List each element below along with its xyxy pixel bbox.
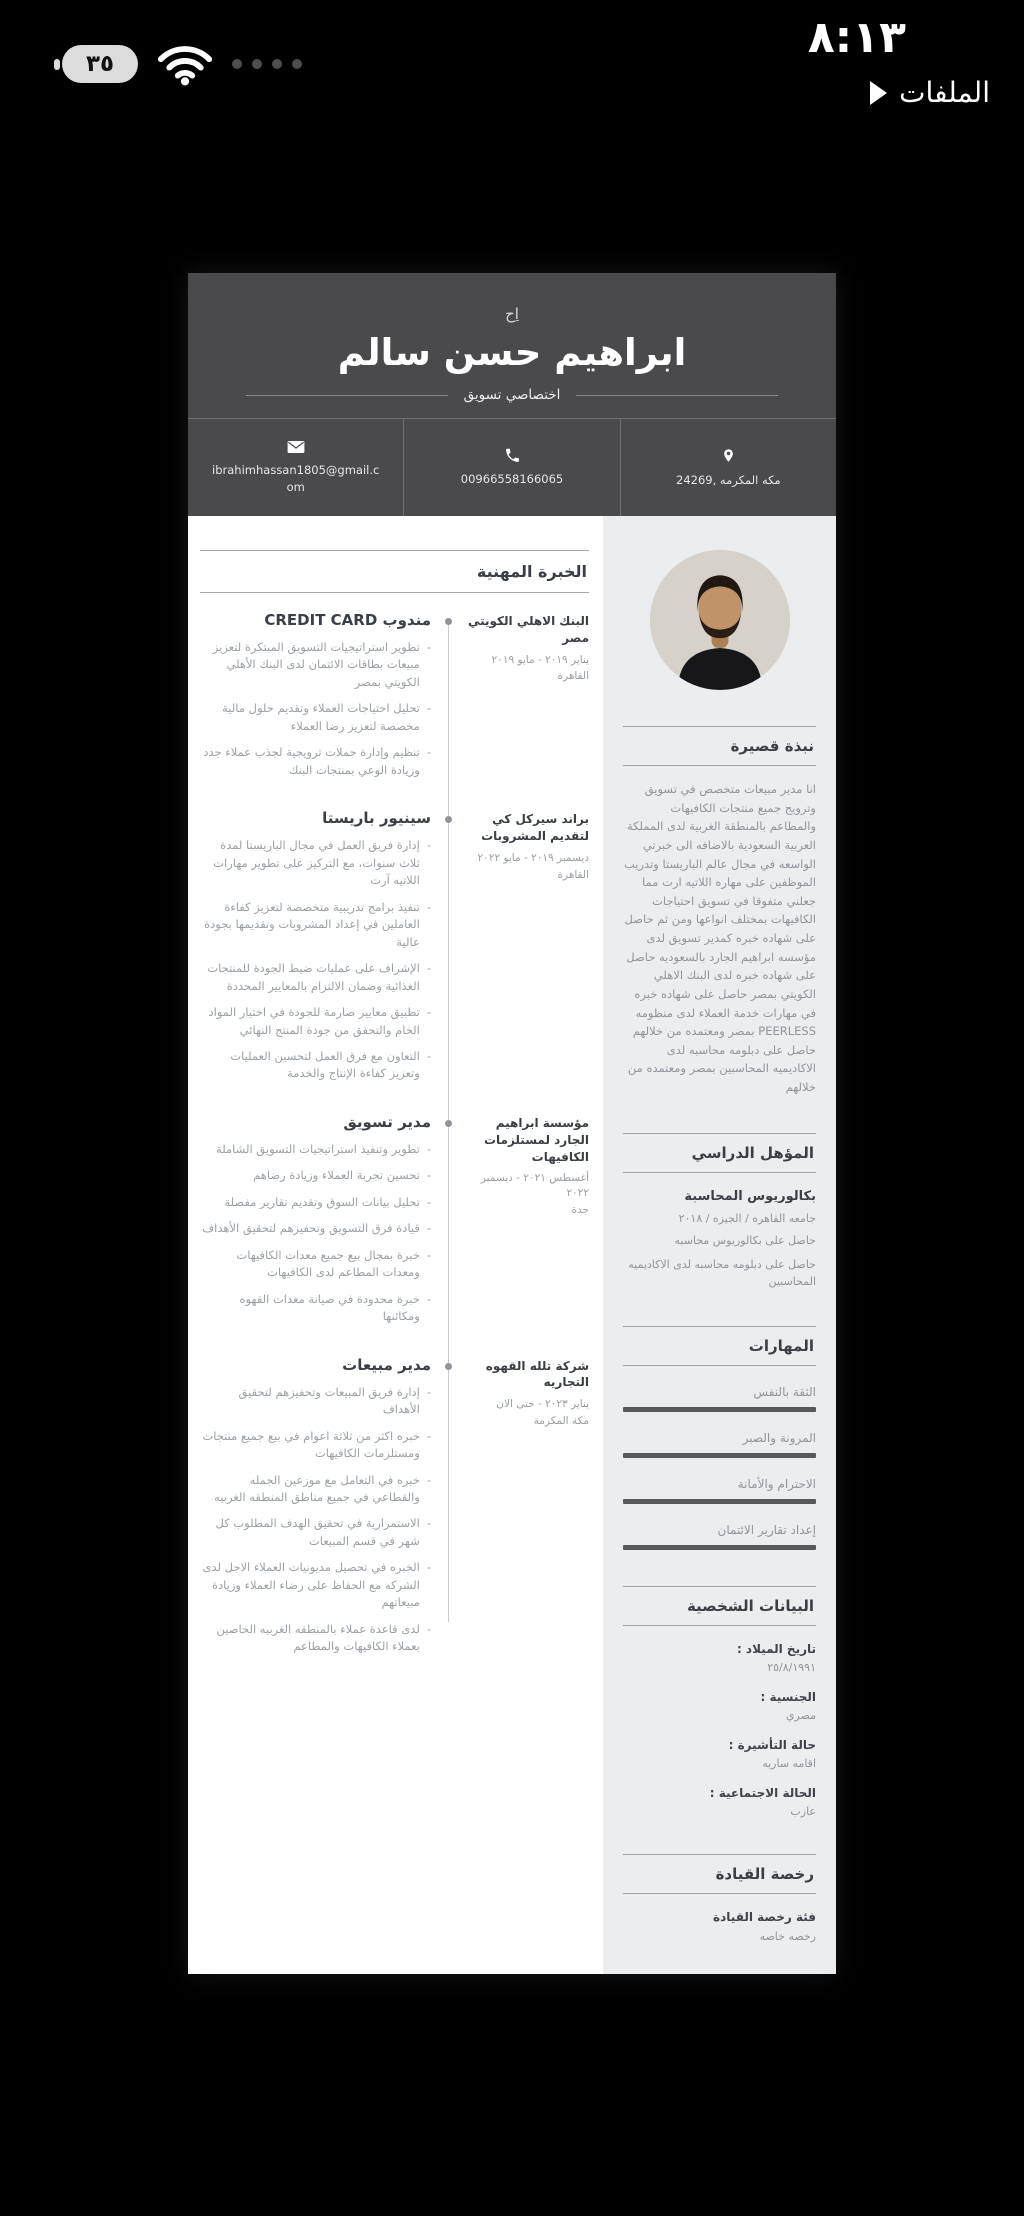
job-dates: أغسطس ٢٠٢١ - ديسمبر ٢٠٢٢ — [480, 1172, 589, 1199]
job-bullet: - تطوير وتنفيذ استراتيجيات التسويق الشاملة — [200, 1141, 431, 1158]
personal-label: الجنسية : — [760, 1690, 816, 1705]
location-pin-icon — [721, 446, 736, 465]
experience-entry — [200, 611, 589, 779]
skill-bar — [623, 1453, 816, 1458]
profile-photo — [650, 550, 790, 690]
personal-value: عازب — [790, 1805, 816, 1819]
job-bullet: - إدارة فريق العمل في مجال الباريستا لمدة ثلاث سنوات، مع التركيز على تطوير مهارات اللاتيه آرت — [200, 837, 431, 889]
job-title: مدير مبيعات — [342, 1355, 431, 1374]
avatar-illustration — [650, 550, 790, 690]
job-title-row — [246, 387, 778, 403]
experience-heading: الخبرة المهنية — [200, 550, 589, 593]
job-company: البنك الاهلي الكويتي مصر — [467, 614, 589, 645]
education-section — [623, 1133, 816, 1291]
skill-item — [623, 1523, 816, 1550]
email-text: ibrahimhassan1805@gmail.com — [212, 463, 380, 494]
job-bullet: - تنظيم وإدارة حملات ترويجية لجذب عملاء جدد وزيادة الوعي بمنتجات البنك — [200, 744, 431, 779]
candidate-name: ابراهيم حسن سالم — [337, 331, 687, 374]
job-bullet: - الاستمرارية في تحقيق الهدف المطلوب كل شهر في قسم المبيعات — [200, 1515, 431, 1550]
resume-document[interactable] — [188, 273, 836, 1974]
skill-bar — [623, 1499, 816, 1504]
files-app-label: الملفات — [899, 76, 990, 109]
job-dates: ديسمبر ٢٠١٩ - مايو ٢٠٢٢ — [477, 851, 589, 864]
skill-item — [623, 1385, 816, 1412]
job-meta — [461, 1358, 589, 1427]
skill-bar — [623, 1407, 816, 1412]
wifi-icon — [156, 42, 214, 86]
cellular-signal-dots — [232, 59, 302, 69]
personal-value: اقامه ساريه — [762, 1757, 816, 1771]
personal-value: مصري — [785, 1709, 816, 1723]
about-section — [623, 726, 816, 1097]
location-text: مكه المكرمه ,24269 — [676, 473, 781, 488]
job-bullet: - تحليل بيانات السوق وتقديم تقارير مفصلة — [200, 1194, 431, 1211]
skill-label: الاحترام والأمانة — [737, 1477, 816, 1492]
job-bullets — [200, 1141, 431, 1326]
job-bullet: - تحسين تجربة العملاء وزيادة رضاهم — [200, 1167, 431, 1184]
personal-label: حالة التأشيرة : — [728, 1738, 816, 1753]
job-dates: يناير ٢٠١٩ - مايو ٢٠١٩ — [491, 653, 589, 666]
personal-value: ٢٥/٨/١٩٩١ — [767, 1661, 816, 1675]
monogram: اِح — [505, 305, 519, 323]
about-text: انا مدير مبيعات متخصص في تسويق وترويج جميع منتجات الكافيهات والمطاعم بالمنطقة الغربية لدى المملكة العربية السعودية بالاضافه الى خبرتي الواسعه في مجال عالم الباريستا وتدريب الموظفين على مهاره اللاتيه ارت مما جعلني متفوقا في تسويق احتياجات الكافيهات بمختلف انواعها ومن ثم حاصل على شهاده خبره كمدير تسويق لدى مؤسسه ابراهيم الجارد بالسعوديه حاصل على شهاده خبره لدى البنك الاهلي الكويتي بمصر حاصل على شهاده خبره في مهارات خدمة العملاء لدى منظومه PEERLESS بمصر ومعتمده من خلالهم حاصل على دبلومه محاسبه لدى الاكاديميه المحاسبين بمصر ومعتمده من خلالهم — [623, 782, 816, 1094]
experience-entry — [200, 809, 589, 1083]
back-triangle-icon — [870, 81, 887, 105]
status-bar — [0, 0, 1024, 140]
files-back-button[interactable] — [870, 76, 990, 109]
job-title: مدير تسويق — [343, 1112, 431, 1131]
job-dates: يناير ٢٠٢٣ - حتى الان — [496, 1398, 589, 1411]
personal-item — [623, 1642, 816, 1674]
job-bullet: - الإشراف على عمليات ضبط الجودة للمنتجات الغذائية وضمان الالتزام بالمعايير المحددة — [200, 960, 431, 995]
job-bullet: - تنفيذ برامج تدريبية متخصصة لتعزيز كفاءة العاملين في إعداد المشروبات وتقديمها بجودة عالية — [200, 899, 431, 951]
contact-phone — [404, 419, 620, 516]
job-location: جدة — [571, 1203, 589, 1216]
skill-label: إعداد تقارير الائتمان — [717, 1523, 816, 1538]
candidate-title: اختصاصي تسويق — [463, 387, 561, 403]
job-location: مكة المكرمة — [533, 1414, 589, 1427]
job-company: براند سيركل كي لتقديم المشروبات — [481, 812, 589, 844]
sidebar-column — [603, 516, 836, 1974]
jobs-list — [200, 611, 589, 1656]
experience-entry — [200, 1113, 589, 1326]
personal-data-section — [623, 1586, 816, 1818]
skills-heading: المهارات — [623, 1326, 816, 1366]
job-bullet: - الخبره في تحصيل مديونيات العملاء الاجل لدى الشركه مع الحفاظ على رضاء العملاء وزيادة مبيعاتهم — [200, 1559, 431, 1611]
license-category-value: رخصه خاصه — [759, 1930, 816, 1944]
clock: ٨:١٣ — [807, 12, 906, 63]
about-heading: نبذة قصيرة — [623, 726, 816, 766]
contact-email — [188, 419, 404, 516]
education-degree: بكالوريوس المحاسبة — [684, 1188, 816, 1204]
email-icon — [286, 439, 306, 455]
job-bullet: - خبره اكثر من ثلاثة اعوام في بيع جميع منتجات ومستلزمات الكافيهات — [200, 1428, 431, 1463]
job-bullet: - خبرة محدودة في صيانة معدات القهوه ومكائنها — [200, 1291, 431, 1326]
resume-body — [188, 516, 836, 1974]
job-bullet: - إدارة فريق المبيعات وتحفيزهم لتحقيق الأهداف — [200, 1384, 431, 1419]
job-company: شركة تلله القهوه التجاريه — [485, 1358, 589, 1390]
education-school: جامعه القاهره / الجيزه / ٢٠١٨ — [678, 1211, 816, 1225]
experience-column — [188, 516, 603, 1974]
personal-label: تاريخ الميلاد : — [736, 1642, 816, 1657]
job-title: مندوب CREDIT CARD — [264, 611, 431, 629]
driving-license-heading: رخصة القيادة — [623, 1854, 816, 1894]
education-heading: المؤهل الدراسي — [623, 1133, 816, 1173]
personal-item — [623, 1690, 816, 1722]
job-bullet: - خبره في التعامل مع موزعين الجمله والقطاعي في جميع مناطق المنطقه الغربيه — [200, 1472, 431, 1507]
job-bullet: - خبرة بمجال بيع جميع معدات الكافيهات ومعدات المطاعم لدى الكافيهات — [200, 1247, 431, 1282]
skill-item — [623, 1477, 816, 1504]
job-location: القاهرة — [557, 868, 589, 881]
job-company: مؤسسة ابراهيم الجارد لمستلزمات الكافيهات — [483, 1115, 589, 1164]
education-note: حاصل على بكالوريوس محاسبه — [674, 1233, 816, 1247]
skills-section — [623, 1326, 816, 1550]
job-bullet: - قيادة فرق التسويق وتحفيزهم لتحقيق الأهداف — [200, 1220, 431, 1237]
job-bullets — [200, 1384, 431, 1656]
personal-data-heading: البيانات الشخصية — [623, 1586, 816, 1626]
job-bullet: - لدى قاعدة عملاء بالمنطقه الغربيه الخاصين بعملاء الكافيهات والمطاعم — [200, 1621, 431, 1656]
job-location: القاهرة — [557, 670, 589, 683]
personal-item — [623, 1786, 816, 1818]
skill-item — [623, 1431, 816, 1458]
job-bullet: - تطوير استراتيجيات التسويق المبتكرة لتعزيز مبيعات بطاقات الائتمان لدى البنك الأهلي الكويتي بمصر — [200, 639, 431, 691]
education-note: حاصل على دبلومه محاسبه لدى الاكاديميه المحاسبين — [628, 1258, 816, 1288]
subtitle-line-right — [576, 395, 778, 396]
job-meta — [461, 613, 589, 682]
subtitle-line-left — [246, 395, 448, 396]
skill-label: الثقة بالنفس — [753, 1385, 816, 1400]
job-bullets — [200, 639, 431, 779]
skill-label: المرونة والصبر — [742, 1431, 816, 1446]
job-bullet: - تطبيق معايير صارمة للجودة في اختيار المواد الخام والتحقق من جودة المنتج النهائي — [200, 1004, 431, 1039]
job-bullet: - تحليل احتياجات العملاء وتقديم حلول مالية مخصصة لتعزيز رضا العملاء — [200, 700, 431, 735]
driving-license-section — [623, 1854, 816, 1943]
battery-indicator — [62, 45, 138, 83]
personal-label: الحالة الاجتماعية : — [709, 1786, 816, 1801]
job-bullets — [200, 837, 431, 1083]
job-meta — [461, 811, 589, 880]
phone-text: 00966558166065 — [460, 472, 564, 487]
job-title: سينيور باريستا — [322, 809, 431, 828]
phone-icon — [504, 447, 521, 464]
experience-entry — [200, 1356, 589, 1656]
personal-item — [623, 1738, 816, 1770]
resume-header — [188, 273, 836, 516]
contact-bar — [188, 418, 836, 516]
contact-location — [621, 419, 836, 516]
battery-percent: ٣٥ — [85, 51, 115, 77]
license-category-label: فئة رخصة القيادة — [713, 1910, 816, 1925]
skill-bar — [623, 1545, 816, 1550]
job-bullet: - التعاون مع فرق العمل لتحسين العمليات وتعزيز كفاءة الإنتاج والخدمة — [200, 1048, 431, 1083]
job-meta — [461, 1115, 589, 1216]
photo-wrapper — [623, 550, 816, 690]
